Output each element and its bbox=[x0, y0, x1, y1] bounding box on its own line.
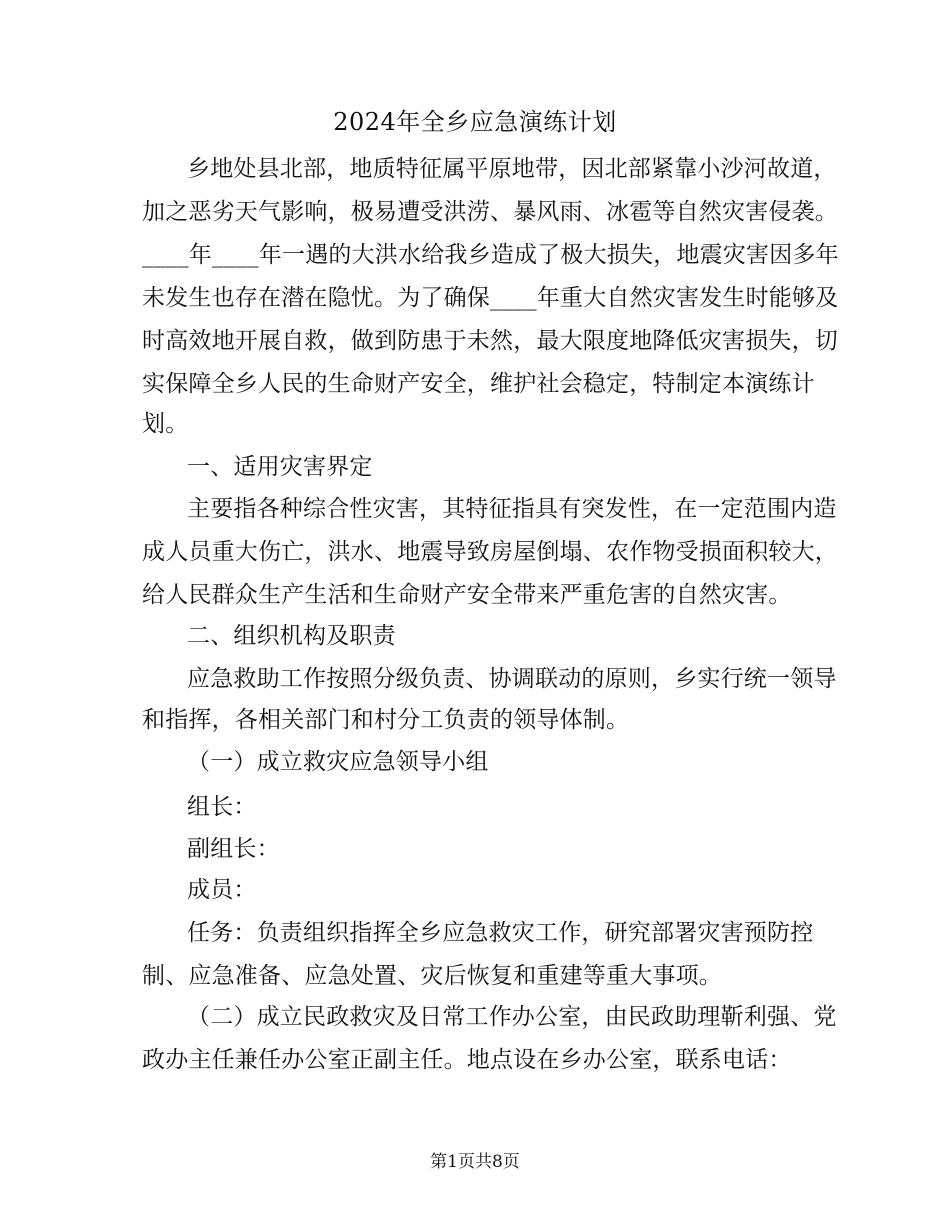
paragraph-line: 政办主任兼任办公室正副主任。地点设在乡办公室，联系电话： bbox=[142, 1047, 792, 1073]
paragraph-line: 组长： bbox=[187, 794, 257, 820]
paragraph-line: 乡地处县北部，地质特征属平原地带，因北部紧靠小沙河故道， bbox=[187, 156, 837, 182]
paragraph-line: ____年____年一遇的大洪水给我乡造成了极大损失，地震灾害因多年 bbox=[142, 242, 839, 268]
subsection-heading: （一）成立救灾应急领导小组 bbox=[187, 749, 489, 775]
paragraph-line: 应急救助工作按照分级负责、协调联动的原则，乡实行统一领导 bbox=[187, 666, 837, 692]
section-heading: 二、组织机构及职责 bbox=[187, 623, 396, 649]
paragraph-line: 任务：负责组织指挥全乡应急救灾工作，研究部署灾害预防控 bbox=[187, 920, 814, 946]
paragraph-line: 时高效地开展自救，做到防患于未然，最大限度地降低灾害损失，切 bbox=[142, 328, 838, 354]
paragraph-line: 划。 bbox=[142, 411, 189, 437]
paragraph-line: 给人民群众生产生活和生命财产安全带来严重危害的自然灾害。 bbox=[142, 582, 792, 608]
paragraph-line: 实保障全乡人民的生命财产安全，维护社会稳定，特制定本演练计 bbox=[142, 371, 815, 397]
paragraph-line: 主要指各种综合性灾害，其特征指具有突发性，在一定范围内造 bbox=[187, 496, 837, 522]
paragraph-line: 未发生也存在潜在隐忧。为了确保____年重大自然灾害发生时能够及 bbox=[142, 285, 839, 311]
paragraph-line: （二）成立民政救灾及日常工作办公室，由民政助理靳利强、党 bbox=[187, 1004, 837, 1030]
paragraph-line: 成员： bbox=[187, 877, 257, 903]
paragraph-line: 和指挥，各相关部门和村分工负责的领导体制。 bbox=[142, 707, 630, 733]
page-number-footer: 第1页共8页 bbox=[430, 1152, 520, 1172]
section-heading: 一、适用灾害界定 bbox=[187, 454, 373, 480]
paragraph-line: 成人员重大伤亡，洪水、地震导致房屋倒塌、农作物受损面积较大， bbox=[142, 539, 838, 565]
document-title: 2024年全乡应急演练计划 bbox=[333, 108, 617, 136]
paragraph-line: 加之恶劣天气影响，极易遭受洪涝、暴风雨、冰雹等自然灾害侵袭。 bbox=[142, 199, 838, 225]
paragraph-line: 副组长： bbox=[187, 836, 280, 862]
paragraph-line: 制、应急准备、应急处置、灾后恢复和重建等重大事项。 bbox=[142, 963, 722, 989]
